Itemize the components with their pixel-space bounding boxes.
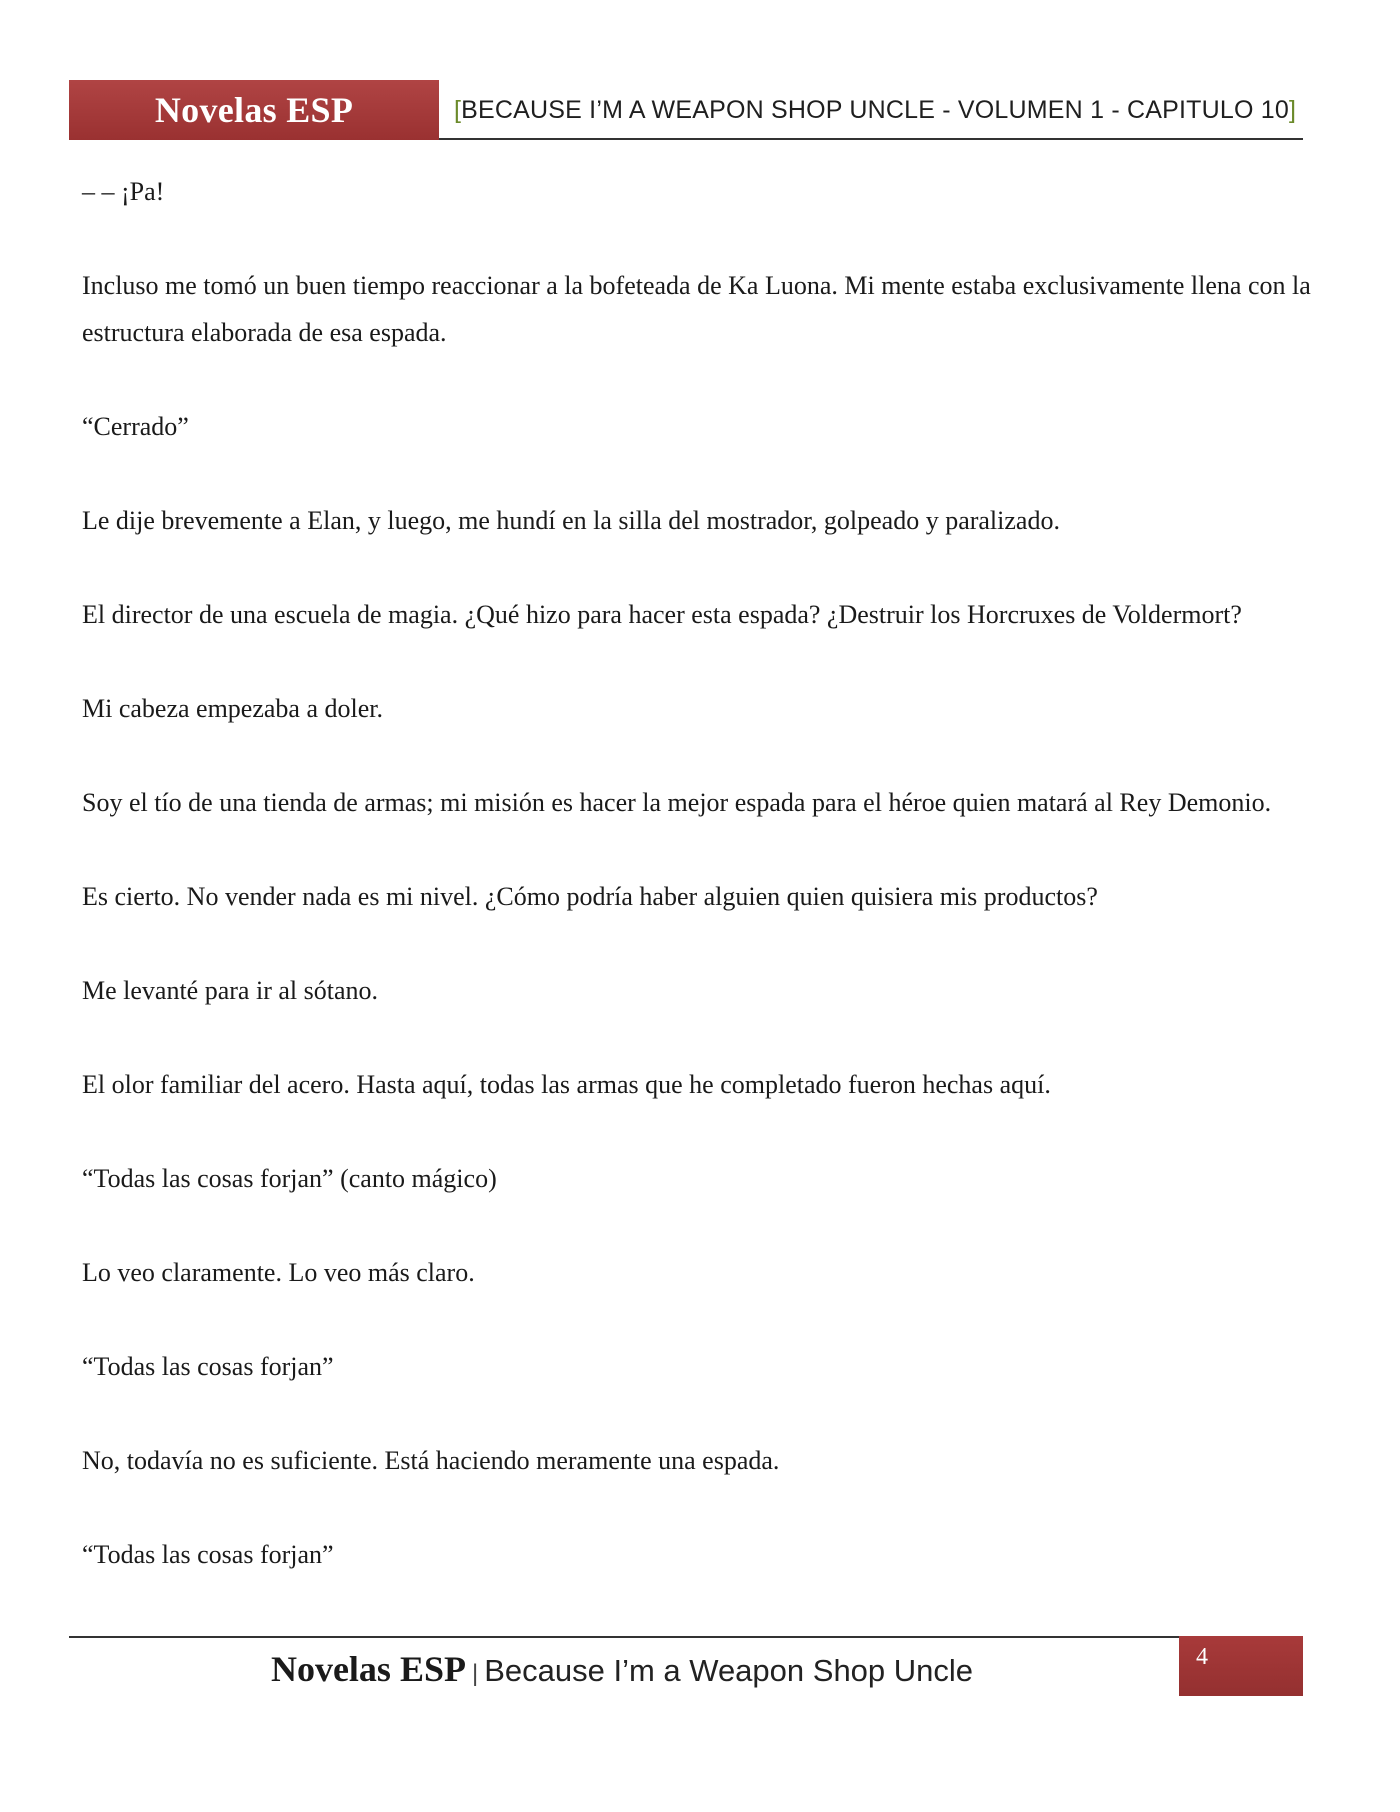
footer-brand: Novelas ESP (270, 1649, 466, 1689)
paragraph: El olor familiar del acero. Hasta aquí, todas las armas que he completado fueron hechas aquí. (82, 1070, 1051, 1099)
footer-book-title: Because I’m a Weapon Shop Uncle (484, 1653, 974, 1688)
paragraph: No, todavía no es suficiente. Está haciendo meramente una espada. (82, 1446, 780, 1475)
paragraph: Es cierto. No vender nada es mi nivel. ¿Cómo podría haber alguien quien quisiera mis productos? (82, 882, 1098, 911)
paragraph: Soy el tío de una tienda de armas; mi misión es hacer la mejor espada para el héroe quien matará al Rey Demonio. (82, 788, 1272, 817)
paragraph: El director de una escuela de magia. ¿Qué hizo para hacer esta espada? ¿Destruir los Horcruxes de Voldermort? (82, 600, 1242, 629)
paragraph: “Todas las cosas forjan” (82, 1352, 334, 1381)
page-footer (0, 1648, 1244, 1690)
header-title-text: BECAUSE I’M A WEAPON SHOP UNCLE - VOLUMEN 1 - CAPITULO 10 (461, 96, 1289, 124)
header-brand: Novelas ESP (69, 80, 439, 140)
header-bracket-open: [ (454, 96, 462, 124)
header-rule (439, 138, 1303, 140)
paragraph: “Todas las cosas forjan” (canto mágico) (82, 1164, 497, 1193)
paragraph: Incluso me tomó un buen tiempo reaccionar a la bofeteada de Ka Luona. Mi mente estaba exclusivamente llena con la estructura elaborada de esa espada. (82, 271, 1311, 347)
paragraph: “Cerrado” (82, 412, 189, 441)
page-header (69, 80, 1303, 140)
header-bracket-close: ] (1288, 96, 1297, 124)
paragraph: “Todas las cosas forjan” (82, 1540, 334, 1569)
paragraph: – – ¡Pa! (82, 177, 165, 206)
body-text (82, 168, 1322, 1625)
footer-separator: | (471, 1660, 479, 1687)
paragraph: Mi cabeza empezaba a doler. (82, 694, 383, 723)
page-number-box (1179, 1636, 1303, 1696)
footer-rule (69, 1636, 1179, 1638)
header-title (454, 96, 1303, 125)
paragraph: Me levanté para ir al sótano. (82, 976, 378, 1005)
paragraph: Lo veo claramente. Lo veo más claro. (82, 1258, 475, 1287)
paragraph: Le dije brevemente a Elan, y luego, me hundí en la silla del mostrador, golpeado y paralizado. (82, 506, 1060, 535)
page-number: 4 (1196, 1644, 1208, 1670)
